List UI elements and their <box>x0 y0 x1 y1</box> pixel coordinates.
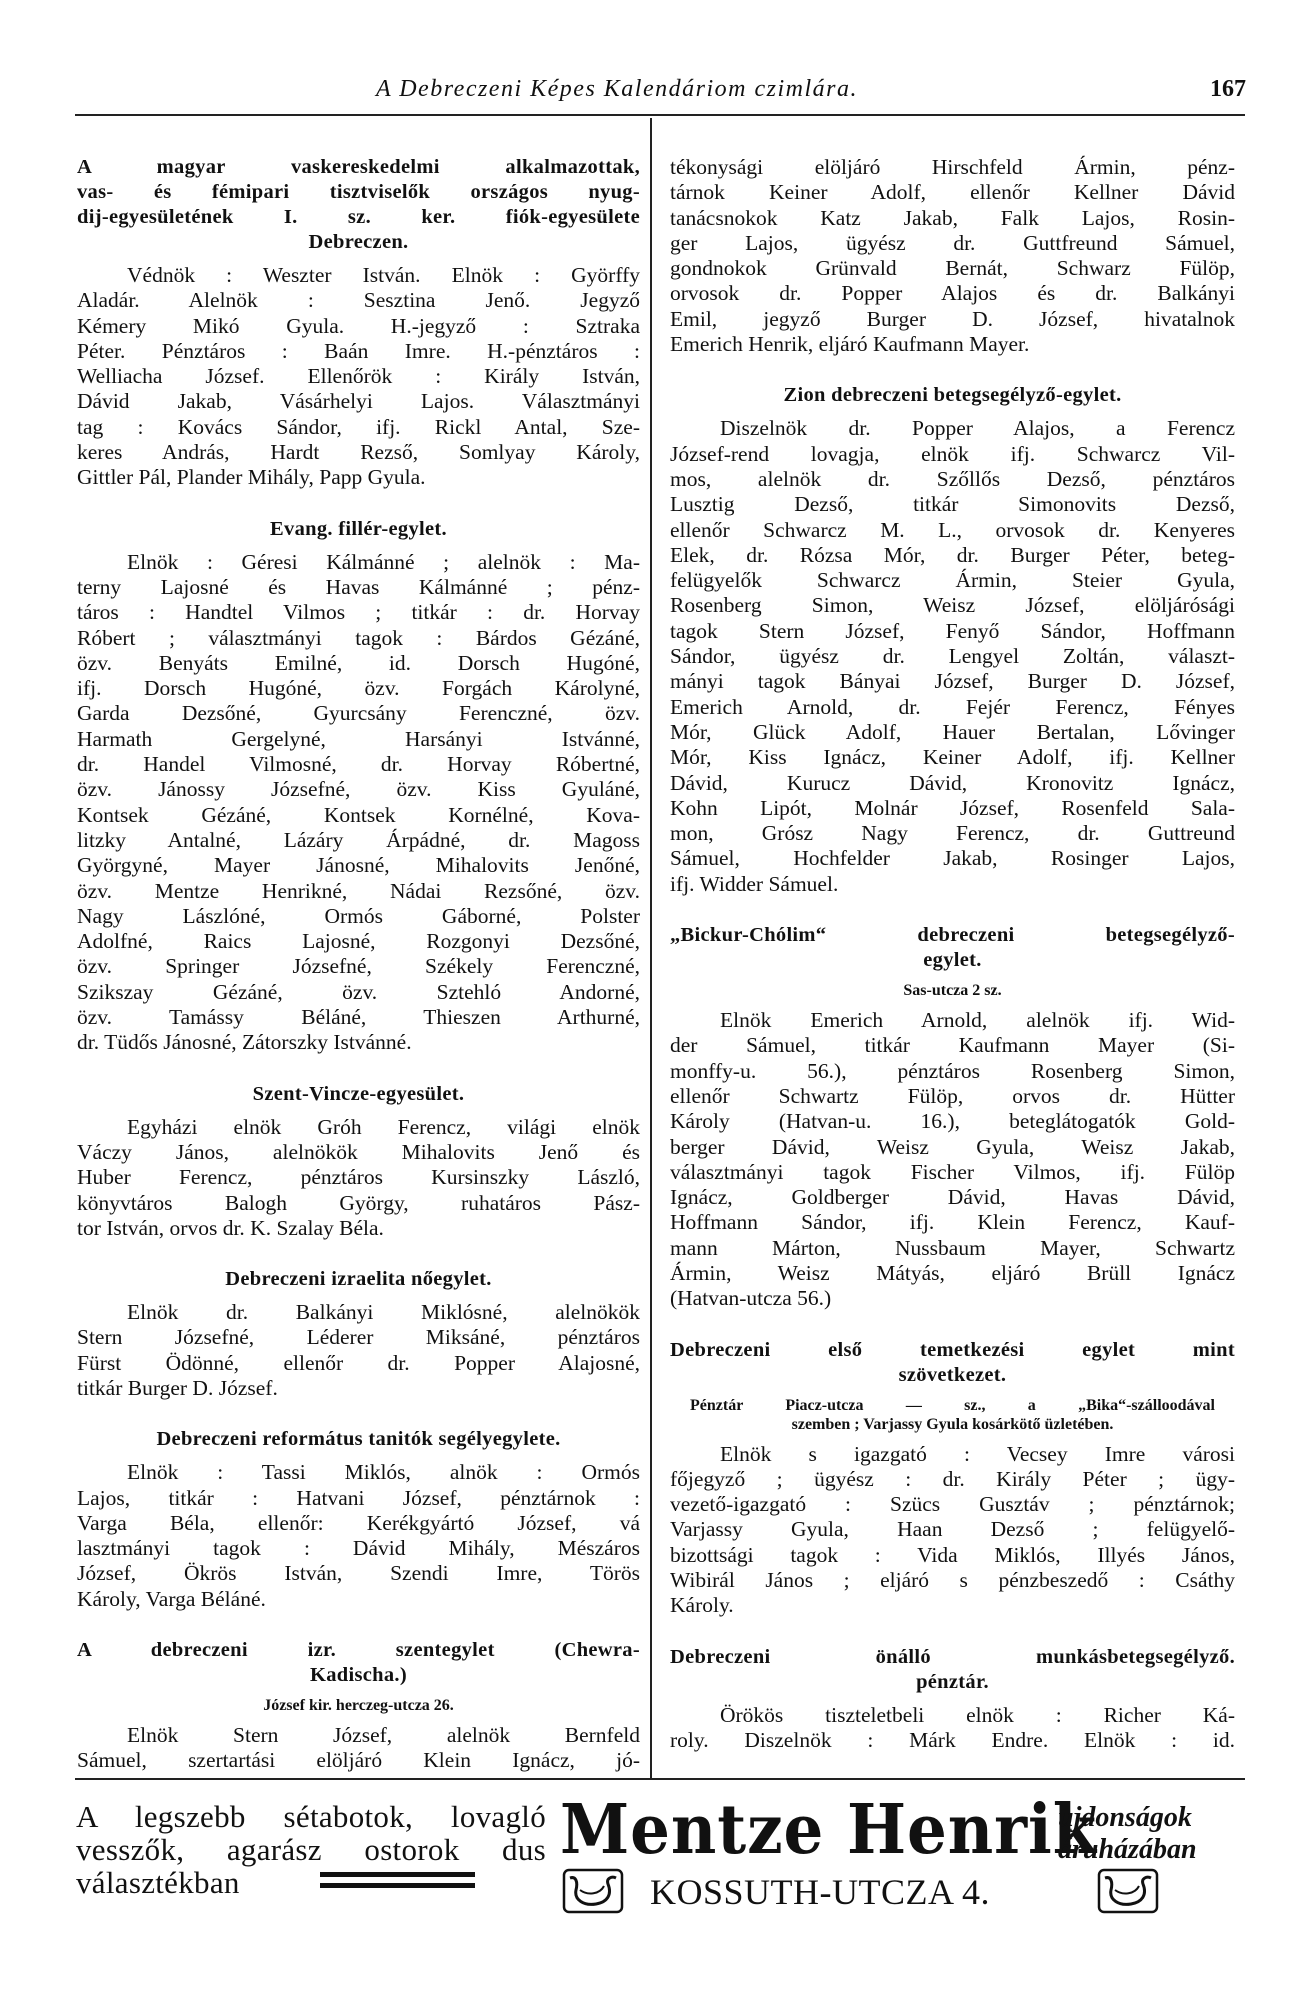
text-line: Nagy Lászlóné, Ormós Gáborné, Polster <box>77 903 640 928</box>
text-line: felügyelők Schwarcz Ármin, Steier Gyula, <box>670 568 1235 593</box>
text-line: Diszelnök dr. Popper Alajos, a Ferencz <box>720 416 1235 441</box>
member-list-paragraph <box>77 263 640 491</box>
text-line: Szikszay Gézáné, özv. Sztehló Andorné, <box>77 979 640 1004</box>
text-line: ger Lajos, ügyész dr. Guttfreund Sámuel, <box>670 230 1235 255</box>
member-list-paragraph <box>77 550 640 1056</box>
address-line: Sas-utcza 2 sz. <box>903 982 1002 1000</box>
association-heading <box>77 1427 640 1452</box>
text-line: Rosenberg Simon, Weisz József, elöljárósági <box>670 593 1235 618</box>
running-head <box>0 76 1314 106</box>
text-line: roly. Diszelnök : Márk Endre. Elnök : id. <box>670 1727 1235 1752</box>
association-address <box>77 1696 640 1715</box>
association-address <box>670 1396 1235 1434</box>
text-line: keres András, Hardt Rezső, Somlyay Károly, <box>77 440 640 465</box>
association-heading <box>670 1645 1235 1695</box>
text-line: tanácsnokok Katz Jakab, Falk Lajos, Rosin- <box>670 205 1235 230</box>
text-line: ifj. Widder Sámuel. <box>670 871 839 896</box>
advertisement <box>0 1790 1314 1926</box>
text-line: Aladár. Alelnök : Sesztina Jenő. Jegyző <box>77 288 640 313</box>
association-entry <box>77 1638 640 1774</box>
text-line: terny Lajosné és Havas Kálmánné ; pénz- <box>77 574 640 599</box>
ad-slogan-line: A legszebb sétabotok, lovagló <box>76 1799 546 1834</box>
heading-line: Szent-Vincze-egyesület. <box>252 1082 465 1105</box>
text-line: könyvtáros Balogh György, ruhatáros Pász- <box>77 1190 640 1215</box>
text-line: Dávid, Kurucz Dávid, Kronovitz Ignácz, <box>670 770 1235 795</box>
ad-brand-name: Mentze Henrik <box>560 1790 1097 1870</box>
text-line: Mór, Kiss Ignácz, Keiner Adolf, ifj. Kellner <box>670 745 1235 770</box>
association-entry <box>670 383 1235 897</box>
association-heading <box>77 1082 640 1107</box>
text-line: táros : Handtel Vilmos ; titkár : dr. Horvay <box>77 600 640 625</box>
text-line: bizottsági tagok : Vida Miklós, Illyés János, <box>670 1542 1235 1567</box>
association-entry <box>670 1338 1235 1619</box>
association-entry <box>77 1267 640 1401</box>
text-line: berger Dávid, Weisz Gyula, Weisz Jakab, <box>670 1134 1235 1159</box>
ad-slogan-line: vesszők, agarász ostorok dus <box>76 1832 546 1867</box>
text-line: özv. Jánossy Józsefné, özv. Kiss Gyuláné, <box>77 777 640 802</box>
text-line: Huber Ferencz, pénztáros Kursinszky László, <box>77 1165 640 1190</box>
member-list-paragraph <box>670 1442 1235 1619</box>
text-line: Lusztig Dezső, titkár Simonovits Dezső, <box>670 492 1235 517</box>
text-line: választmányi tagok Fischer Vilmos, ifj. Fülöp <box>670 1159 1235 1184</box>
association-entry <box>670 923 1235 1312</box>
association-entry <box>77 155 640 491</box>
ad-slogan <box>76 1800 546 1899</box>
member-list-paragraph <box>670 1703 1235 1754</box>
ad-slogan-line: választékban <box>76 1865 240 1900</box>
text-line: Emerich Arnold, dr. Fejér Ferencz, Fényes <box>670 694 1235 719</box>
text-line: Sámuel, Hochfelder Jakab, Rosinger Lajos, <box>670 846 1235 871</box>
text-line: Védnök : Weszter István. Elnök : Györffy <box>127 263 640 287</box>
text-line: Harmath Gergelyné, Harsányi Istvánné, <box>77 726 640 751</box>
heading-line: Debreczeni izraelita nőegylet. <box>225 1268 492 1291</box>
left-column <box>77 155 640 1774</box>
text-line: Kohn Lipót, Molnár József, Rosenfeld Sala- <box>670 795 1235 820</box>
address-line: Pénztár Piacz-utcza — sz., a „Bika“-szálloodával <box>690 1396 1215 1414</box>
association-heading <box>77 1638 640 1688</box>
text-line: Róbert ; választmányi tagok : Bárdos Gézáné, <box>77 625 640 650</box>
text-line: Károly, Varga Béláné. <box>77 1586 266 1611</box>
association-heading <box>670 383 1235 408</box>
text-line: özv. Tamássy Béláné, Thieszen Arthurné, <box>77 1005 640 1030</box>
member-list-paragraph <box>77 1723 640 1774</box>
text-line: Kémery Mikó Gyula. H.-jegyző : Sztraka <box>77 313 640 338</box>
text-line: Emil, jegyző Burger D. József, hivatalnok <box>670 306 1235 331</box>
text-line: Elnök s igazgató : Vecsey Imre városi <box>720 1441 1235 1466</box>
text-line: mon, Grósz Nagy Ferencz, dr. Guttreund <box>670 821 1235 846</box>
ad-double-rule <box>320 1872 475 1888</box>
heading-line: Zion debreczeni betegsegélyző-egylet. <box>783 384 1122 407</box>
heading-line: Debreczen. <box>308 231 409 253</box>
text-line: főjegyző ; ügyész : dr. Király Péter ; ügy- <box>670 1466 1235 1491</box>
association-entry <box>670 1645 1235 1754</box>
heading-line: szövetkezet. <box>898 1363 1007 1386</box>
association-heading <box>670 923 1235 973</box>
text-line: ellenőr Schwarcz M. L., orvosok dr. Kenyeres <box>670 517 1235 542</box>
running-title: A Debreczeni Képes Kalendáriom czimlára. <box>376 76 858 102</box>
association-entry <box>77 1082 640 1241</box>
heading-line: Kadischa.) <box>310 1664 407 1687</box>
association-heading <box>77 1267 640 1292</box>
text-line: József, Ökrös István, Szendi Imre, Törös <box>77 1561 640 1586</box>
association-heading <box>77 517 640 542</box>
text-line: dr. Tüdős Jánosné, Zátorszky Istvánné. <box>77 1030 412 1055</box>
text-line: gondnokok Grünvald Bernát, Schwarz Fülöp, <box>670 256 1235 281</box>
text-line: monffy-u. 56.), pénztáros Rosenberg Simon, <box>670 1058 1235 1083</box>
text-line: Elnök Stern József, alelnök Bernfeld <box>127 1723 640 1748</box>
text-line: Örökös tiszteletbeli elnök : Richer Ká- <box>720 1702 1235 1727</box>
text-line: Fürst Ödönné, ellenőr dr. Popper Alajosné, <box>77 1350 640 1375</box>
member-list-paragraph <box>77 1115 640 1241</box>
text-line: tag : Kovács Sándor, ifj. Rickl Antal, Sze- <box>77 414 640 439</box>
association-entry <box>77 1427 640 1612</box>
text-line: József-rend lovagja, elnök ifj. Schwarcz Vil- <box>670 441 1235 466</box>
member-list-paragraph <box>670 1008 1235 1312</box>
text-line: Varga Béla, ellenőr: Kerékgyártó József, vá <box>77 1510 640 1535</box>
heading-line: dij-egyesületének I. sz. ker. fiók-egyesülete <box>77 206 640 228</box>
text-line: özv. Springer Józsefné, Székely Ferenczné, <box>77 954 640 979</box>
text-line: tárnok Keiner Adolf, ellenőr Kellner Dávid <box>670 180 1235 205</box>
footer-rule <box>75 1778 1245 1780</box>
text-line: lasztmányi tagok : Dávid Mihály, Mészáros <box>77 1536 640 1561</box>
text-line: tagok Stern József, Fenyő Sándor, Hoffmann <box>670 618 1235 643</box>
member-list-paragraph <box>670 416 1235 897</box>
ornament-icon <box>1097 1868 1159 1914</box>
text-line: Wibirál János ; eljáró s pénzbeszedő : Csáthy <box>670 1568 1235 1593</box>
text-line: Lajos, titkár : Hatvani József, pénztárnok : <box>77 1485 640 1510</box>
member-list-paragraph <box>77 1300 640 1401</box>
text-line: Dávid Jakab, Vásárhelyi Lajos. Választmányi <box>77 389 640 414</box>
text-line: mányi tagok Bányai József, Burger D. József, <box>670 669 1235 694</box>
text-line: orvosok dr. Popper Alajos és dr. Balkányi <box>670 281 1235 306</box>
text-line: Varjassy Gyula, Haan Dezső ; felügyelő- <box>670 1517 1235 1542</box>
text-line: Hoffmann Sándor, ifj. Klein Ferencz, Kauf- <box>670 1210 1235 1235</box>
text-line: Ignácz, Goldberger Dávid, Havas Dávid, <box>670 1185 1235 1210</box>
ad-tagline <box>1058 1802 1197 1866</box>
text-line: der Sámuel, titkár Kaufmann Mayer (Si- <box>670 1033 1235 1058</box>
text-line: Elek, dr. Rózsa Mór, dr. Burger Péter, beteg- <box>670 542 1235 567</box>
text-line: titkár Burger D. József. <box>77 1375 278 1400</box>
ad-tagline-line: áruházában <box>1058 1834 1197 1865</box>
heading-line: „Bickur-Chólim“ debreczeni betegsegélyző- <box>670 924 1235 947</box>
text-line: vezető-igazgató : Szücs Gusztáv ; pénztárnok; <box>670 1492 1235 1517</box>
text-line: Stern Józsefné, Léderer Miksáné, pénztáros <box>77 1325 640 1350</box>
heading-line: pénztár. <box>916 1670 989 1693</box>
association-heading <box>77 155 640 255</box>
heading-line: vas- és fémipari tisztviselők országos nyug- <box>77 181 640 203</box>
association-address <box>670 981 1235 1000</box>
association-heading <box>670 1338 1235 1388</box>
heading-line: A debreczeni izr. szentegylet (Chewra- <box>77 1639 640 1662</box>
column-divider <box>650 118 652 1778</box>
header-rule <box>75 114 1245 116</box>
heading-line: Evang. fillér-egylet. <box>270 517 447 540</box>
text-line: Ármin, Weisz Mátyás, eljáró Brüll Ignácz <box>670 1260 1235 1285</box>
text-line: Károly (Hatvan-u. 16.), beteglátogatók Gold- <box>670 1109 1235 1134</box>
address-line: József kir. herczeg-utcza 26. <box>263 1697 454 1715</box>
text-line: özv. Benyáts Emilné, id. Dorsch Hugóné, <box>77 650 640 675</box>
text-line: Emerich Henrik, eljáró Kaufmann Mayer. <box>670 332 1030 357</box>
ad-tagline-line: ujdonságok <box>1058 1802 1192 1833</box>
text-line: ellenőr Schwartz Fülöp, orvos dr. Hütter <box>670 1083 1235 1108</box>
text-line: litzky Antalné, Lázáry Árpádné, dr. Magoss <box>77 827 640 852</box>
text-line: Gittler Pál, Plander Mihály, Papp Gyula. <box>77 465 426 490</box>
text-line: mann Márton, Nussbaum Mayer, Schwartz <box>670 1235 1235 1260</box>
text-line: dr. Handel Vilmosné, dr. Horvay Róbertné, <box>77 752 640 777</box>
text-line: Adolfné, Raics Lajosné, Rozgonyi Dezsőné, <box>77 929 640 954</box>
heading-line: Debreczeni önálló munkásbetegsegélyző. <box>670 1645 1235 1668</box>
heading-line: Debreczeni református tanitók segélyegylete. <box>156 1428 561 1451</box>
association-entry <box>670 155 1235 357</box>
text-line: Sándor, ügyész dr. Lengyel Zoltán, választ- <box>670 644 1235 669</box>
text-line: Welliacha József. Ellenőrök : Király István, <box>77 364 640 389</box>
text-line: (Hatvan-utcza 56.) <box>670 1286 832 1311</box>
text-line: tor István, orvos dr. K. Szalay Béla. <box>77 1215 384 1240</box>
text-line: tékonysági elöljáró Hirschfeld Ármin, pénz- <box>670 155 1235 179</box>
heading-line: A magyar vaskereskedelmi alkalmazottak, <box>77 156 640 178</box>
text-line: Elnök : Géresi Kálmánné ; alelnök : Ma- <box>127 549 640 574</box>
association-entry <box>77 517 640 1056</box>
text-line: Mór, Glück Adolf, Hauer Bertalan, Lővinger <box>670 719 1235 744</box>
heading-line: Debreczeni első temetkezési egylet mint <box>670 1338 1235 1361</box>
text-line: Garda Dezsőné, Gyurcsány Ferenczné, özv. <box>77 701 640 726</box>
text-line: özv. Mentze Henrikné, Nádai Rezsőné, özv. <box>77 878 640 903</box>
text-line: mos, alelnök dr. Szőllős Dezső, pénztáros <box>670 466 1235 491</box>
address-line: szemben ; Varjassy Gyula kosárkötő üzletében. <box>791 1415 1114 1433</box>
text-line: Elnök : Tassi Miklós, alnök : Ormós <box>127 1460 640 1485</box>
text-line: Egyházi elnök Gróh Ferencz, világi elnök <box>127 1114 640 1139</box>
text-line: Elnök Emerich Arnold, alelnök ifj. Wid- <box>720 1008 1235 1033</box>
page-number: 167 <box>1210 76 1246 102</box>
right-column <box>670 155 1235 1753</box>
ornament-icon <box>562 1868 624 1914</box>
member-list-paragraph <box>77 1460 640 1612</box>
text-line: ifj. Dorsch Hugóné, özv. Forgách Károlyné, <box>77 676 640 701</box>
text-line: Sámuel, szertartási elöljáró Klein Ignácz, jó- <box>77 1748 640 1773</box>
text-line: Péter. Pénztáros : Baán Imre. H.-pénztáros : <box>77 338 640 363</box>
text-line: Kontsek Gézáné, Kontsek Kornélné, Kova- <box>77 802 640 827</box>
heading-line: egylet. <box>923 949 982 972</box>
text-line: Györgyné, Mayer Jánosné, Mihalovits Jenőné, <box>77 853 640 878</box>
member-list-paragraph <box>670 155 1235 357</box>
text-line: Elnök dr. Balkányi Miklósné, alelnökök <box>127 1300 640 1325</box>
text-line: Váczy János, alelnökök Mihalovits Jenő és <box>77 1139 640 1164</box>
ad-address: KOSSUTH-UTCZA 4. <box>650 1872 991 1912</box>
text-line: Károly. <box>670 1593 734 1618</box>
